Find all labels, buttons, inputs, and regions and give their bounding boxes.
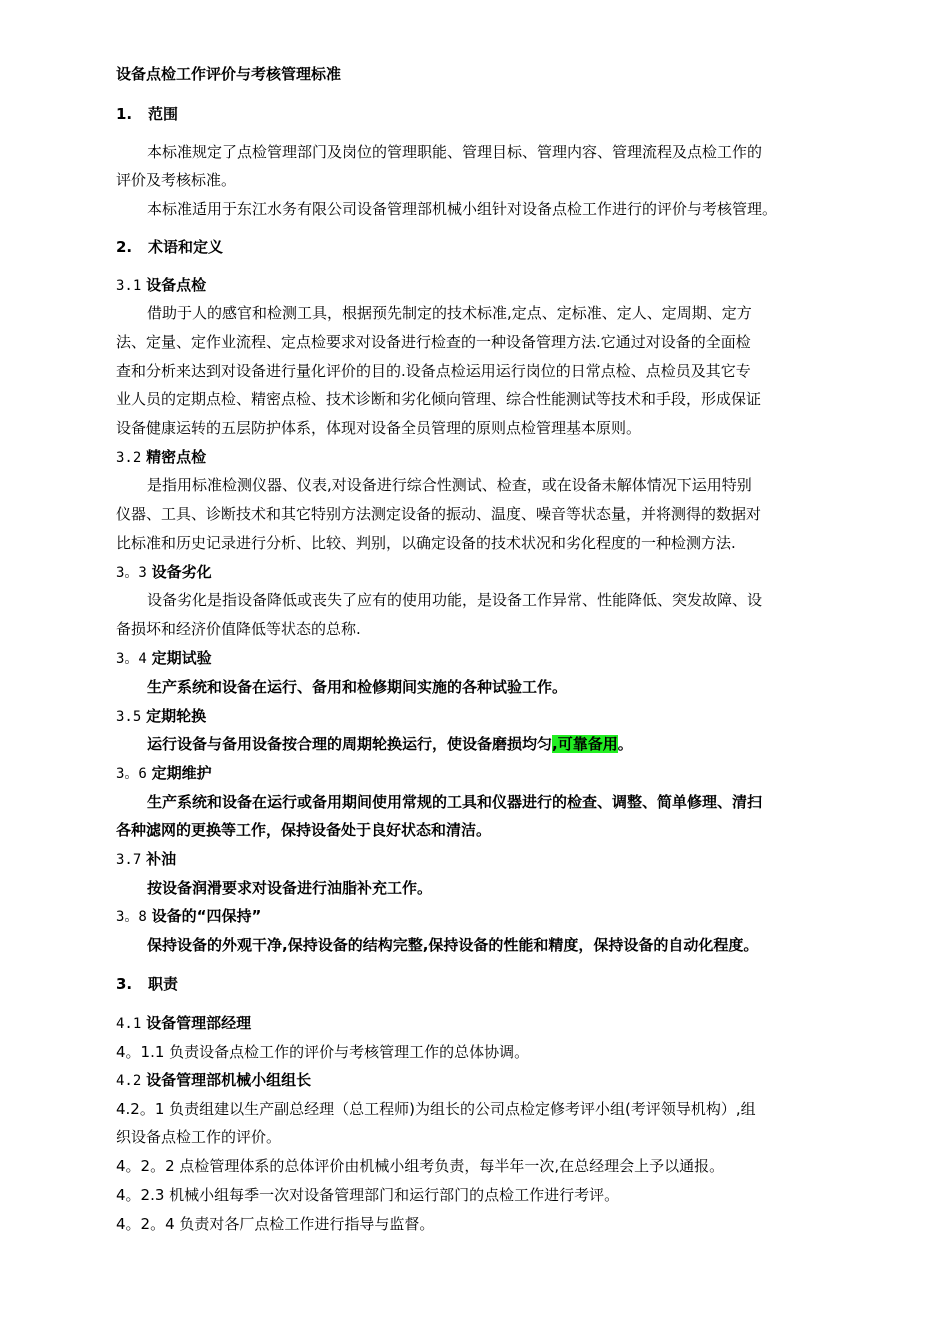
paragraph-line: 生产系统和设备在运行或备用期间使用常规的工具和仪器进行的检查、调整、简单修理、清扫 (147, 793, 763, 811)
term-heading-3-5 (116, 706, 206, 727)
paragraph-line: 生产系统和设备在运行、备用和检修期间实施的各种试验工作。 (147, 678, 568, 696)
term-heading-3-4 (116, 648, 212, 669)
section-number: 3. (116, 975, 133, 993)
term-heading-3-2 (116, 447, 206, 468)
paragraph-line: 业人员的定期点检、精密点检、技术诊断和劣化倾向管理、综合性能测试等技术和手段，形成保证 (116, 390, 762, 408)
paragraph-line: 4.2。1 负责组建以生产副总经理（总工程师)为组长的公司点检定修考评小组(考评领导机构）,组 (116, 1100, 756, 1118)
duty-number: 4.1 (116, 1016, 142, 1032)
term-title: 设备劣化 (151, 563, 212, 581)
term-heading-3-3 (116, 562, 212, 583)
paragraph-line (147, 734, 633, 754)
paragraph-line: 保持设备的外观干净,保持设备的结构完整,保持设备的性能和精度，保持设备的自动化程度。 (147, 936, 759, 954)
term-number: 3.7 (116, 852, 142, 868)
term-heading-3-7 (116, 849, 176, 870)
term-number: 3。8 (116, 909, 147, 925)
duty-title: 设备管理部经理 (146, 1014, 252, 1032)
term-title: 精密点检 (146, 448, 207, 466)
paragraph-line: 比标准和历史记录进行分析、比较、判别，以确定设备的技术状况和劣化程度的一种检测方法. (116, 534, 736, 552)
duty-title: 设备管理部机械小组组长 (146, 1071, 312, 1089)
paragraph-line: 织设备点检工作的评价。 (116, 1128, 282, 1146)
term-number: 3.5 (116, 709, 142, 725)
paragraph-line: 评价及考核标准。 (116, 171, 237, 189)
term-title: 设备的“四保持” (151, 907, 262, 925)
paragraph-line: 4。2.3 机械小组每季一次对设备管理部门和运行部门的点检工作进行考评。 (116, 1186, 620, 1204)
paragraph-line: 借助于人的感官和检测工具，根据预先制定的技术标准,定点、定标准、定人、定周期、定方 (147, 304, 752, 322)
section-title: 职责 (148, 975, 179, 993)
highlighted-text: ,可靠备用 (552, 735, 618, 753)
term-number: 3。3 (116, 565, 147, 581)
term-heading-3-6 (116, 763, 212, 784)
paragraph-text: 运行设备与备用设备按合理的周期轮换运行，使设备磨损均匀 (147, 735, 553, 753)
term-title: 定期轮换 (146, 707, 207, 725)
section-heading-scope (116, 104, 178, 124)
section-title: 范围 (148, 105, 179, 123)
paragraph-line: 备损坏和经济价值降低等状态的总称. (116, 620, 361, 638)
document-title: 设备点检工作评价与考核管理标准 (116, 65, 342, 83)
paragraph-line: 本标准规定了点检管理部门及岗位的管理职能、管理目标、管理内容、管理流程及点检工作的 (147, 143, 763, 161)
section-number: 2. (116, 238, 133, 256)
paragraph-line: 4。2。4 负责对各厂点检工作进行指导与监督。 (116, 1215, 435, 1233)
term-title: 定期维护 (151, 764, 212, 782)
duty-heading-4-1 (116, 1013, 251, 1034)
term-heading-3-1 (116, 275, 206, 296)
section-heading-duties (116, 974, 178, 994)
term-title: 设备点检 (146, 276, 207, 294)
term-number: 3。4 (116, 651, 147, 667)
duty-number: 4.2 (116, 1073, 142, 1089)
term-number: 3.2 (116, 450, 142, 466)
paragraph-line: 4。1.1 负责设备点检工作的评价与考核管理工作的总体协调。 (116, 1043, 530, 1061)
paragraph-line: 设备劣化是指设备降低或丧失了应有的使用功能，是设备工作异常、性能降低、突发故障、设 (147, 591, 763, 609)
paragraph-line: 4。2。2 点检管理体系的总体评价由机械小组考负责，每半年一次,在总经理会上予以通报。 (116, 1157, 725, 1175)
section-number: 1. (116, 105, 133, 123)
paragraph-line: 按设备润滑要求对设备进行油脂补充工作。 (147, 879, 433, 897)
paragraph-line: 各种滤网的更换等工作，保持设备处于良好状态和清洁。 (116, 821, 492, 839)
term-title: 定期试验 (151, 649, 212, 667)
paragraph-line: 设备健康运转的五层防护体系，体现对设备全员管理的原则点检管理基本原则。 (116, 419, 642, 437)
duty-heading-4-2 (116, 1070, 311, 1091)
term-number: 3.1 (116, 278, 142, 294)
paragraph-line: 法、定量、定作业流程、定点检要求对设备进行检查的一种设备管理方法.它通过对设备的全面检 (116, 333, 751, 351)
term-title: 补油 (146, 850, 177, 868)
paragraph-line: 是指用标准检测仪器、仪表,对设备进行综合性测试、检查，或在设备未解体情况下运用特别 (147, 476, 752, 494)
paragraph-line: 仪器、工具、诊断技术和其它特别方法测定设备的振动、温度、噪音等状态量，并将测得的数据对 (116, 505, 762, 523)
section-heading-terms (116, 237, 223, 257)
paragraph-text: 。 (617, 735, 633, 753)
term-heading-3-8 (116, 906, 261, 927)
term-number: 3。6 (116, 766, 147, 782)
paragraph-line: 本标准适用于东江水务有限公司设备管理部机械小组针对设备点检工作进行的评价与考核管理。 (147, 200, 778, 218)
paragraph-line: 查和分析来达到对设备进行量化评价的目的.设备点检运用运行岗位的日常点检、点检员及其它专 (116, 362, 751, 380)
section-title: 术语和定义 (148, 238, 224, 256)
